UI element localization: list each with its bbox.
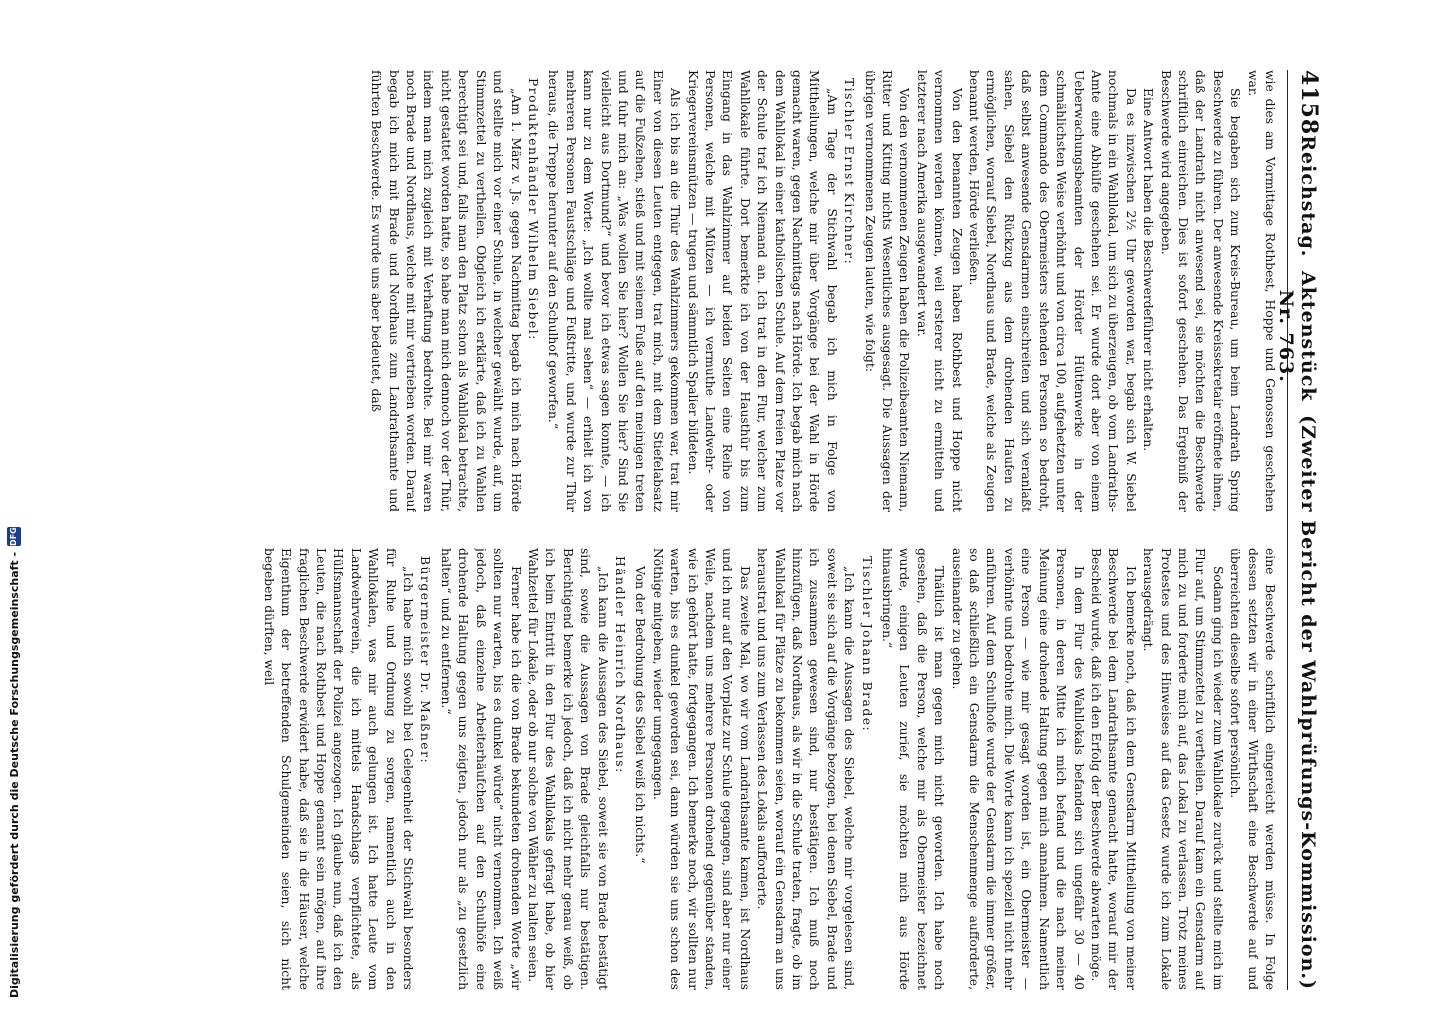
witness-heading: Produktenhändler Wilhelm Siebel:: [525, 78, 540, 341]
paragraph: Von den vernommenen Zeugen haben die Polizeibeamten Niemann, Ritter und Kitting nichts Wesentliches ausgesagt. Die Aussagen der übrigen vernommenen Zeugen lauten, wie folgt:: [862, 70, 912, 512]
page-number: 4158: [1296, 70, 1322, 136]
right-column: [18, 548, 1278, 990]
header-middle-title: Aktenstück Nr. 763.: [1275, 270, 1319, 402]
paragraph: „Ich kann die Aussagen des Siebel, welche mir vorgelesen sind, soweit sie sich auf die Vorgänge bezogen, bei denen Siebel, Brade und ich zusammen gewesen sind, nur bestätigen. Ich muß noch hinzufügen, daß Nordhaus, als wir in die Schule traten, fragte, ob im Wahllokal für Plätze zu bekommen seien, worauf ein Gensdarm an uns heraustrat und uns zum Verlassen des Lokals aufforderte.: [755, 548, 857, 990]
witness-heading: Tischler Ernst Kirchner:: [842, 78, 857, 266]
paragraph: Ferner habe ich die von Brade bekundeten drohenden Worte „wir sollten nur warten, bis es dunkel würde“ nicht vernommen. Ich weiß jedoch, daß einzelne Arbeiterhäufchen auf den Schulhöfe eine drohende Haltung gegen uns zeigten, jedoch nur als „zu gesetzlich halten“ und zu entfernen.“: [438, 548, 523, 990]
paragraph: „Ich habe mich sowohl bei Gelegenheit der Stichwahl besonders für Ruhe und Ordnung zu sorgen, namentlich auch in den Wahllokalen, was mir auch gelungen ist. Ich hatte Leute vom Landwehrverein, die ich mittels Handschlags verpflichtete, als Hülfsmannschaft der Polizei angezogen. Ich glaube nun, daß ich den Leuten, die nach Rothbest und Hoppe genannt sein mögen, auf ihre fraglichen Beschwerde erwidert habe, daß sie in die Häuser, welche Eigenthum der betreffenden Schulgemeinden seien, sich nicht begeben dürften, weil: [261, 548, 416, 990]
witness-heading: Bürgermeister Dr. Maßner:: [418, 556, 433, 765]
witness-heading: Tischler Johann Brade:: [859, 556, 874, 733]
paragraph: eine Beschwerde schriftlich eingereicht werden müsse. In Folge dessen setzten wir in einer Wirthschaft eine Beschwerde auf und überreichten dieselbe sofort persönlich.: [1228, 548, 1277, 990]
header-left-title: Reichstag.: [1297, 135, 1319, 258]
header-right-title: (Zweiter Bericht der Wahlprüfungs-Kommission.): [1297, 415, 1319, 990]
paragraph: „Ich kann die Aussagen des Siebel, soweit sie von Brade bestätigt sind, sowie die Aussagen von Brade gleichfalls nur bestätigen. Berichtigend bemerke ich jedoch, daß ich nicht mehr genau weiß, ob ich beim Eintritt in den Flur des Wahllokals gefragt habe, ob hier Wahlzettel für Lokale, oder ob nur solche von Wähler zu halten seien.: [525, 548, 610, 990]
paragraph: Thätlich ist man gegen mich nicht geworden. Ich habe noch gesehen, daß die Person, welche mir als Obermeister bezeichnet wurde, einigen Leuten zurief, sie möchten mich aus Hörde hinausbringen.“: [880, 548, 947, 990]
paragraph: Ich bemerke noch, daß ich dem Gensdarm Mittheilung von meiner Beschwerde bei dem Landrathsamte gemacht hatte, worauf mir der Bescheid wurde, daß ich den Erfolg der Beschwerde abwarten möge.: [1088, 548, 1138, 990]
paragraph: Von den benannten Zeugen haben Rothbest und Hoppe nicht vernommen werden können, weil ersterer nicht zu ermitteln und letzterer nach Amerika ausgewandert war.: [914, 70, 964, 512]
dfg-logo: DFG: [7, 527, 21, 546]
witness-heading: Händler Heinrich Nordhaus:: [612, 556, 627, 774]
paragraph: Das zweite Mal, wo wir vom Landrathsamte kamen, ist Nordhaus und ich nur auf den Vorplatz zur Schule gegangen, sind aber nur einer Weile, nachdem uns mehrere Personen drohend gegenüber standen, wie ich gehört hatte, fortgegangen. Ich bemerke noch, wir sollten nur warten, bis es dunkel geworden sei, dann würden sie uns schon des Nöthige mitgeben, wieder umgegangen.: [650, 548, 752, 990]
paragraph: Eine Antwort haben die Beschwerdeführer nicht erhalten.: [1141, 88, 1156, 452]
left-column: [18, 70, 1278, 512]
paragraph: In dem Flur des Wahllokals befanden sich ungefähr 30 — 40 Personen, in deren Mitte ich mich befand und die nach meiner Meinung eine drohende Haltung gegen mich annahmen. Namentlich eine Person — wie mir gesagt worden ist, ein Obermeister — verhöhnte und bedrohte mich. Die Worte kann ich speziell nicht mehr anführen. Auf dem Schulhofe wurde der Gensdarm die immer größer, so daß schließlich ein Gensdarm die Menschenmenge aufforderte, auseinander zu gehen.: [949, 548, 1086, 990]
paragraph: Von der Bedrohung des Siebel weiß ich nichts.“: [633, 566, 648, 864]
scanned-page: [0, 40, 1340, 1020]
paragraph: Da es inzwischen 2½ Uhr geworden war, begab sich W. Siebel nochmals in ein Wahllokal, um sich zu überzeugen, ob vom Landraths-Amte eine Abhülfe geschehen sei. Er wurde dort aber von einem Ueberwachungsbeamten der Hörder Hüttenwerke in der schmählichsten Weise verhöhnt und von circa 100, aufgehetzten unter dem Commando des Obermeisters stehenden Personen so bedroht, daß selbst anwesende Gensdarmen einschreiten und sich veranlaßt sahen, Siebel den Rückzug aus dem drohenden Haufen zu ermöglichen, worauf Siebel, Nordhaus und Brade, welche als Zeugen benannt werden, Hörde verließen.: [967, 70, 1138, 512]
digitization-footer: [2, 527, 26, 1000]
paragraph: „Am Tage der Stichwahl begab ich mich in Folge von Mittheilungen, welche mir über Vorgänge bei der Wahl in Hörde gemacht waren, gegen Nachmittags nach Hörde. Ich begab mich nach dem Wahllokal in einer katholischen Schule. Auf dem freien Platze vor der Schule traf ich Niemand an. Ich trat in den Flur, welcher zum Wahllokale führte. Dort bemerkte ich von der Hausthür bis zum Eingang in das Wahlzimmer auf beiden Seiten eine Reihe von Personen, welche mit Mützen — ich vermuthe Landwehr- oder Kriegervereinsmützen — trugen und sämmtlich Spalier bildeten.: [685, 70, 839, 512]
text-columns: [18, 70, 1278, 990]
paragraph: wie dies am Vormittage Rothbest, Hoppe und Genossen geschehen war.: [1245, 70, 1277, 512]
footer-text: Digitalisierung gefördert durch die Deutsche Forschungsgemeinschaft -: [7, 551, 21, 998]
paragraph: Als ich bis an die Thür des Wahlzimmers gekommen war, trat mir Einer von diesen Leuten entgegen, trat mich, mit dem Stiefelabsatz auf die Fußzehen, stieß und mit seinem Fuße auf den meinigen treten und fuhr mich an: „Was wollen Sie hier? Wollen Sie hier? Sind Sie vielleicht aus Dortmund?“ und bevor ich etwas sagen konnte, — ich kann nur zu dem Worte: „Ich wollte mal sehen“ — erhielt ich von mehreren Personen Faustschläge und Fußtritte, und wurde zur Thür heraus, die Treppe herunter auf den Schulhof geworfen.“: [546, 70, 683, 512]
page-header: [1275, 70, 1322, 990]
paragraph: Sie begaben sich zum Kreis-Bureau, um beim Landrath Spring Beschwerde zu führen. Der anwesende Kreissekretair eröffnete ihnen, daß der Landrath nicht anwesend sei, sie möchten die Beschwerde schriftlich einreichen. Dies ist sofort geschehen. Das Ergebniß der Beschwerde wird angegeben.: [1158, 70, 1243, 512]
paragraph: „Am 1. März v. Js. gegen Nachmittag begab ich mich nach Hörde und stellte mich vor einer Schule, in welcher gewählt wurde, auf, um Stimmzettel zu vertheilen. Obgleich ich erklärte, daß ich zu Wahlen berechtigt sei und, falls man den Platz schon als Wahllokal betrachte, nicht gestattet worden hatte, so habe man mich dennoch vor der Thür, indem man mich zugleich mit Verhaftung bedrohte. Bei mir waren noch Brade und Nordhaus, welche mit mir vertrieben worden. Darauf begab ich mich mit Brade und Nordhaus zum Landrathsamte und führten Beschwerde. Es wurde uns aber bedeutet, daß: [369, 70, 523, 512]
paragraph: Sodann ging ich wieder zum Wahllokale zurück und stellte mich im Flur auf, um Stimmzettel zu vertheilen. Darauf kam ein Gensdarm auf mich zu und forderte mich auf, das Lokal zu verlassen. Trotz meines Protestes und des Hinweises auf das Gesetz wurde ich zum Lokale herausgedrängt.: [1141, 548, 1225, 990]
